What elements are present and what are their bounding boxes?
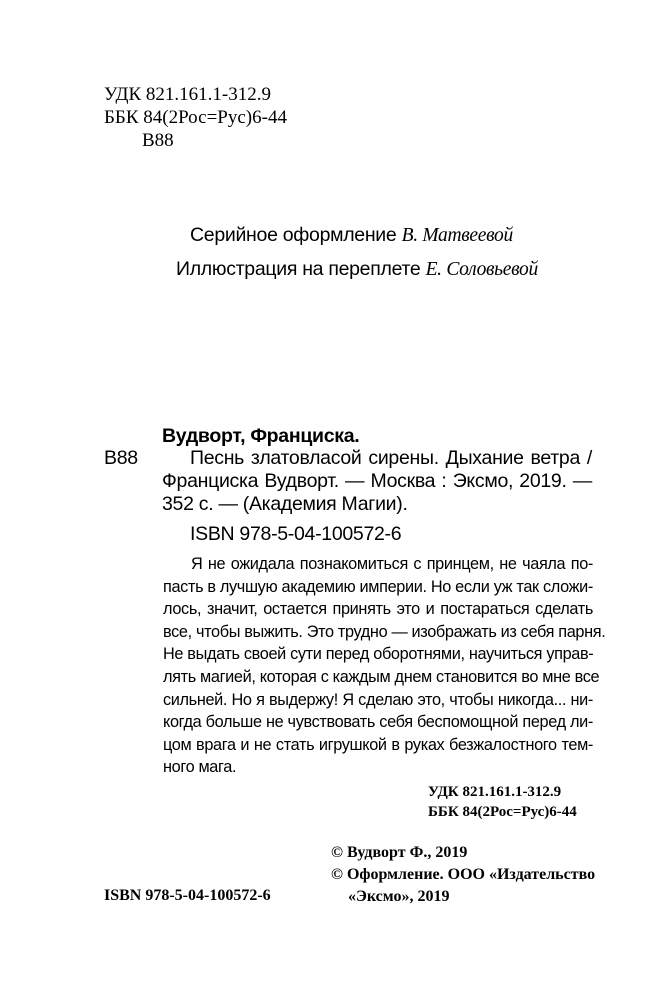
annotation-line: пасть в лучшую академию империи. Но если уж так сложи- (163, 577, 593, 596)
annotation-line: ного мага. (163, 758, 237, 777)
author-mark: В88 (142, 130, 174, 151)
footer-udk-code: УДК 821.161.1-312.9 (428, 784, 562, 800)
series-design-name: В. Матвеевой (401, 225, 513, 246)
catalog-description-line: Франциска Вудворт. — Москва : Эксмо, 2019. — (162, 470, 592, 492)
catalog-description (190, 447, 592, 470)
series-design-label: Серийное оформление (190, 224, 397, 246)
catalog-description-line: 352 с. — (Академия Магии). (162, 493, 408, 515)
cover-illustration-credit (176, 258, 538, 281)
catalog-mark: В88 (104, 447, 138, 469)
copyright-author: © Вудворт Ф., 2019 (331, 844, 468, 861)
annotation (163, 553, 606, 779)
annotation-line: лось, значит, остается принять это и постараться сделать (163, 600, 593, 619)
annotation-line: сильней. Но я выдержу! Я сделаю это, чтобы никогда... ни- (163, 690, 593, 709)
copyright-design-line: «Эксмо», 2019 (348, 888, 450, 905)
annotation-line: Не выдать своей сути перед оборотнями, научиться управ- (163, 645, 594, 664)
annotation-line: Я не ожидала познакомиться с принцем, не чаяла по- (191, 555, 593, 573)
catalog-author-heading: Вудворт, Франциска. (162, 425, 360, 447)
annotation-line: когда больше не чувствовать себя беспомощной перед ли- (163, 713, 593, 732)
annotation-line: лять магией, которая с каждым днем становится во мне все (163, 667, 600, 686)
catalog-isbn: ISBN 978-5-04-100572-6 (190, 523, 402, 545)
udk-code: УДК 821.161.1-312.9 (104, 84, 271, 105)
cover-illustration-name: Е. Соловьевой (425, 259, 538, 280)
footer-bbk-code: ББК 84(2Рос=Рус)6-44 (428, 804, 577, 820)
catalog-description-line: Песнь златовласой сирены. Дыхание ветра / (190, 447, 592, 469)
annotation-line: все, чтобы выжить. Это трудно — изображать из себя парня. (163, 622, 606, 641)
copyright-design-line: © Оформление. ООО «Издательство (331, 866, 596, 883)
cover-illustration-label: Иллюстрация на переплете (176, 258, 421, 280)
bbk-code: ББК 84(2Рос=Рус)6-44 (104, 107, 287, 128)
catalog-description-cont (162, 470, 592, 516)
footer-isbn: ISBN 978-5-04-100572-6 (104, 887, 271, 904)
annotation-line: цом врага и не стать игрушкой в руках безжалостного тем- (163, 735, 593, 754)
series-design-credit (190, 224, 513, 247)
